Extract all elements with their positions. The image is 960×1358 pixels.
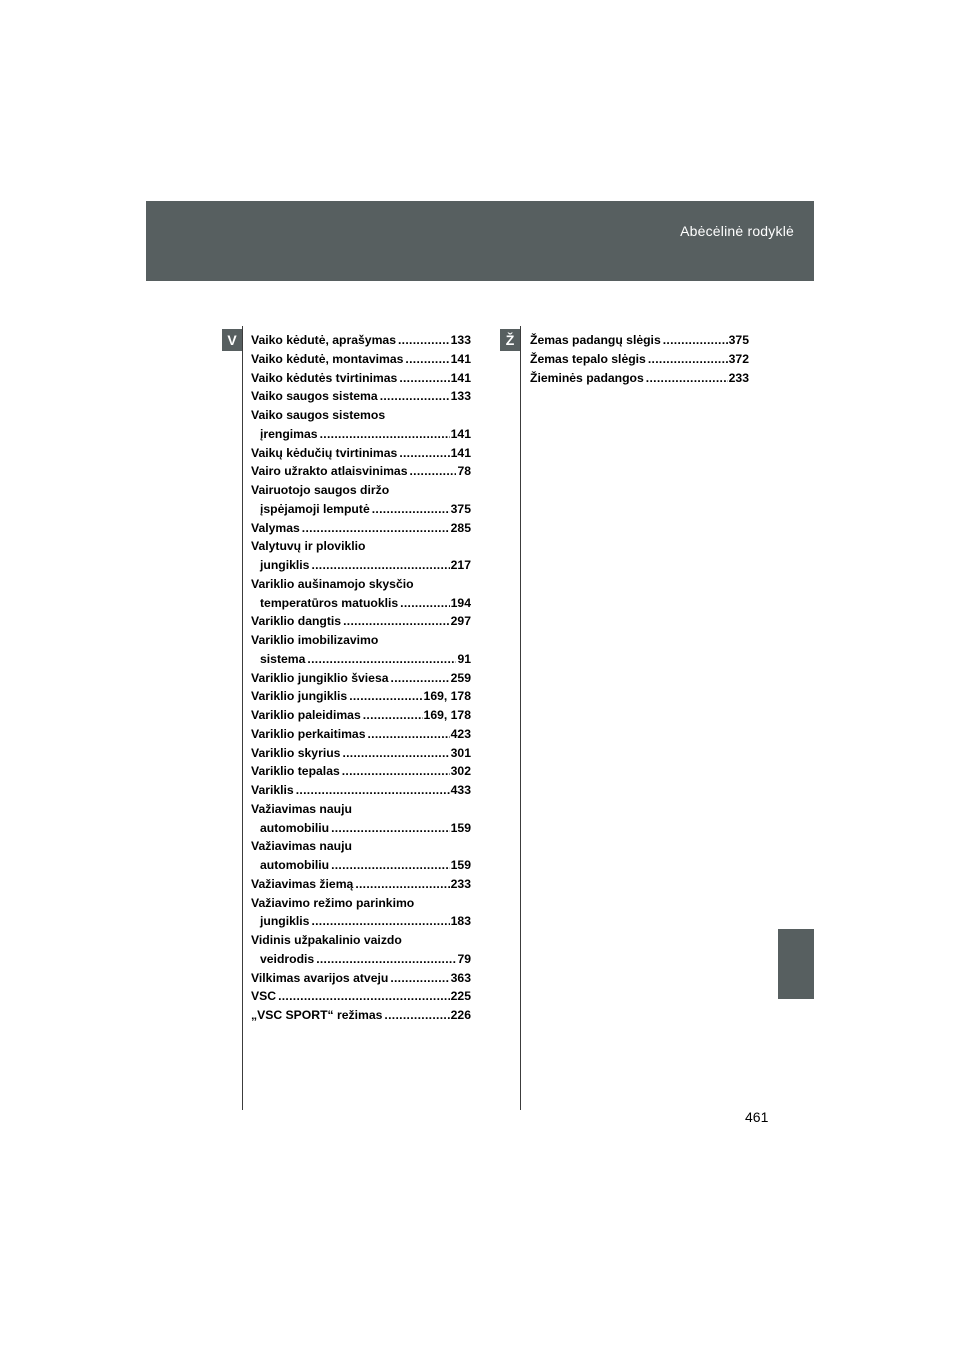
index-entry <box>251 931 471 969</box>
page-reference: 194 <box>450 595 471 610</box>
index-entry <box>251 687 471 706</box>
index-term: Vaiko saugos sistema <box>251 389 378 404</box>
index-term: Važiavimo režimo parinkimo <box>251 895 415 910</box>
index-term: Važiavimas nauju <box>251 839 352 854</box>
index-term: „VSC SPORT“ režimas <box>251 1008 383 1022</box>
index-term: jungiklis <box>260 558 310 572</box>
index-term: Variklis <box>251 783 294 797</box>
index-term: sistema <box>260 651 306 666</box>
page-reference: 133 <box>450 389 471 404</box>
page-reference: 372 <box>728 351 749 366</box>
index-entry <box>251 537 471 575</box>
index-entry <box>251 706 471 725</box>
index-entry-line <box>251 987 471 1006</box>
index-entry-line <box>251 725 471 744</box>
dot-leader <box>646 369 728 388</box>
index-entry-line <box>251 519 471 538</box>
index-entry-line <box>251 819 471 838</box>
dot-leader <box>311 912 449 931</box>
page-reference: 141 <box>450 445 471 460</box>
page-reference: 78 <box>457 464 471 479</box>
page-reference: 375 <box>728 333 749 347</box>
index-entry-line <box>251 594 471 613</box>
index-entry <box>251 631 471 669</box>
index-entry <box>251 444 471 463</box>
index-entry <box>530 331 749 350</box>
index-term: Variklio imobilizavimo <box>251 633 379 647</box>
index-entry-line <box>251 650 471 669</box>
index-entry-line <box>251 950 471 969</box>
index-entry <box>251 387 471 406</box>
index-entry-line <box>251 462 471 481</box>
index-entry-line <box>251 875 471 894</box>
index-entry <box>251 481 471 519</box>
index-term: įspėjamoji lemputė <box>260 501 370 516</box>
dot-leader <box>342 762 450 781</box>
index-entry-line <box>251 669 471 688</box>
index-term: Variklio skyrius <box>251 745 341 760</box>
index-term: Važiavimas nauju <box>251 801 352 816</box>
index-term: Žieminės padangos <box>530 370 644 385</box>
page-reference: 141 <box>450 351 471 366</box>
dot-leader <box>349 687 422 706</box>
index-entry <box>251 406 471 444</box>
page-reference: 233 <box>450 876 471 891</box>
column-divider-left <box>242 326 243 1110</box>
page-reference: 159 <box>450 858 471 872</box>
index-entry-line <box>251 537 471 556</box>
index-entry-line <box>251 350 471 369</box>
index-entry-line <box>251 331 471 350</box>
dot-leader <box>391 669 450 688</box>
index-entry <box>251 987 471 1006</box>
index-entry-line <box>251 406 471 425</box>
page-reference: 302 <box>450 764 471 779</box>
dot-leader <box>648 350 728 369</box>
page-reference: 217 <box>450 558 471 572</box>
index-term: Variklio perkaitimas <box>251 726 366 741</box>
index-entry <box>251 669 471 688</box>
dot-leader <box>409 462 456 481</box>
index-entry <box>530 369 749 388</box>
dot-leader <box>316 950 456 969</box>
index-term: VSC <box>251 989 277 1004</box>
index-term: Variklio jungiklio šviesa <box>251 670 389 685</box>
index-entry <box>530 350 749 369</box>
page-reference: 159 <box>450 820 471 835</box>
dot-leader <box>307 650 456 669</box>
index-entry <box>251 1006 471 1025</box>
index-entry-line <box>251 781 471 800</box>
index-entry-line <box>251 425 471 444</box>
page-number: 461 <box>745 1109 769 1125</box>
index-entry <box>251 762 471 781</box>
index-term: Variklio jungiklis <box>251 689 348 704</box>
index-term: Žemas tepalo slėgis <box>530 351 646 366</box>
index-term: Žemas padangų slėgis <box>530 333 661 347</box>
page-reference: 285 <box>450 520 471 535</box>
index-term: Važiavimas žiemą <box>251 876 354 891</box>
dot-leader <box>355 875 449 894</box>
section-title: Abėcėlinė rodyklė <box>680 223 794 239</box>
dot-leader <box>278 987 450 1006</box>
index-term: jungiklis <box>260 914 310 929</box>
index-entry-line <box>251 706 471 725</box>
dot-leader <box>311 556 449 575</box>
page-reference: 233 <box>728 370 749 385</box>
index-entry-line <box>251 556 471 575</box>
index-entry-line <box>251 1006 471 1025</box>
index-term: Variklio tepalas <box>251 764 340 779</box>
dot-leader <box>331 856 450 875</box>
dot-leader <box>342 744 449 763</box>
index-entry-line <box>251 575 471 594</box>
index-entry-line <box>251 744 471 763</box>
section-letter-z: Ž <box>500 329 520 351</box>
index-term: Vidinis užpakalinio vaizdo <box>251 933 402 947</box>
index-entry <box>251 519 471 538</box>
index-entry <box>251 837 471 875</box>
index-entry-line <box>251 912 471 931</box>
page-reference: 141 <box>450 426 471 441</box>
index-entry <box>251 781 471 800</box>
page-reference: 363 <box>450 970 471 985</box>
dot-leader <box>405 350 449 369</box>
dot-leader <box>368 725 450 744</box>
dot-leader <box>398 331 450 350</box>
index-entry <box>251 875 471 894</box>
index-entry <box>251 800 471 838</box>
index-term: Vaiko saugos sistemos <box>251 408 386 422</box>
page-reference: 183 <box>450 914 471 929</box>
index-term: Variklio aušinamojo skysčio <box>251 576 414 591</box>
index-entry <box>251 575 471 613</box>
page-reference: 301 <box>450 745 471 760</box>
dot-leader <box>331 819 450 838</box>
dot-leader <box>372 500 450 519</box>
index-column-right <box>530 331 749 387</box>
index-entry <box>251 369 471 388</box>
header-band <box>146 201 814 281</box>
index-entry-line <box>251 856 471 875</box>
index-term: Valytuvų ir ploviklio <box>251 539 366 554</box>
index-entry-line <box>530 331 749 350</box>
index-term: Valymas <box>251 520 300 535</box>
index-entry-line <box>251 800 471 819</box>
dot-leader <box>399 444 449 463</box>
dot-leader <box>363 706 423 725</box>
page-reference: 259 <box>450 670 471 685</box>
dot-leader <box>400 594 449 613</box>
index-term: Vaiko kėdutės tvirtinimas <box>251 370 398 385</box>
index-entry-line <box>251 837 471 856</box>
index-entry <box>251 331 471 350</box>
index-entry-line <box>251 762 471 781</box>
index-entry-line <box>251 687 471 706</box>
index-term: Vairuotojo saugos diržo <box>251 483 390 497</box>
column-divider-middle <box>520 326 521 1110</box>
dot-leader <box>399 369 449 388</box>
index-term: automobiliu <box>260 820 330 835</box>
index-entry-line <box>251 612 471 631</box>
index-entry-line <box>251 631 471 650</box>
index-entry-line <box>251 500 471 519</box>
page-reference: 133 <box>450 333 471 347</box>
index-entry-line <box>251 387 471 406</box>
index-entry-line <box>530 369 749 388</box>
page-reference: 169, 178 <box>423 708 471 722</box>
index-entry-line <box>251 931 471 950</box>
page-reference: 91 <box>457 651 471 666</box>
index-term: Vairo užrakto atlaisvinimas <box>251 464 408 479</box>
page-reference: 297 <box>450 614 471 629</box>
dot-leader <box>390 969 449 988</box>
index-entry <box>251 462 471 481</box>
index-column-left <box>251 331 471 1025</box>
index-term: Vaikų kėdučių tvirtinimas <box>251 445 398 460</box>
page-reference: 141 <box>450 370 471 385</box>
index-term: Vaiko kėdutė, aprašymas <box>251 333 396 347</box>
index-entry <box>251 350 471 369</box>
index-entry <box>251 612 471 631</box>
page-reference: 226 <box>450 1008 471 1022</box>
index-term: temperatūros matuoklis <box>260 595 399 610</box>
index-term: Variklio dangtis <box>251 614 342 629</box>
index-term: Vaiko kėdutė, montavimas <box>251 351 404 366</box>
page-reference: 375 <box>450 501 471 516</box>
dot-leader <box>343 612 450 631</box>
index-entry-line <box>251 969 471 988</box>
index-term: Vilkimas avarijos atveju <box>251 970 389 985</box>
chapter-tab <box>778 929 814 999</box>
index-entry-line <box>530 350 749 369</box>
index-entry <box>251 969 471 988</box>
dot-leader <box>663 331 728 350</box>
dot-leader <box>302 519 450 538</box>
dot-leader <box>380 387 450 406</box>
index-entry-line <box>251 894 471 913</box>
index-term: įrengimas <box>260 426 318 441</box>
index-term: Variklio paleidimas <box>251 708 361 722</box>
page-reference: 433 <box>450 783 471 797</box>
index-entry-line <box>251 481 471 500</box>
index-entry <box>251 894 471 932</box>
index-term: automobiliu <box>260 858 330 872</box>
dot-leader <box>320 425 450 444</box>
section-letter-v: V <box>222 329 242 351</box>
index-term: veidrodis <box>260 951 315 966</box>
index-entry <box>251 725 471 744</box>
page-reference: 225 <box>450 989 471 1004</box>
page-reference: 79 <box>457 951 471 966</box>
dot-leader <box>296 781 450 800</box>
index-entry <box>251 744 471 763</box>
dot-leader <box>384 1006 449 1025</box>
index-entry-line <box>251 369 471 388</box>
page-reference: 169, 178 <box>423 689 471 704</box>
page-reference: 423 <box>450 726 471 741</box>
index-entry-line <box>251 444 471 463</box>
